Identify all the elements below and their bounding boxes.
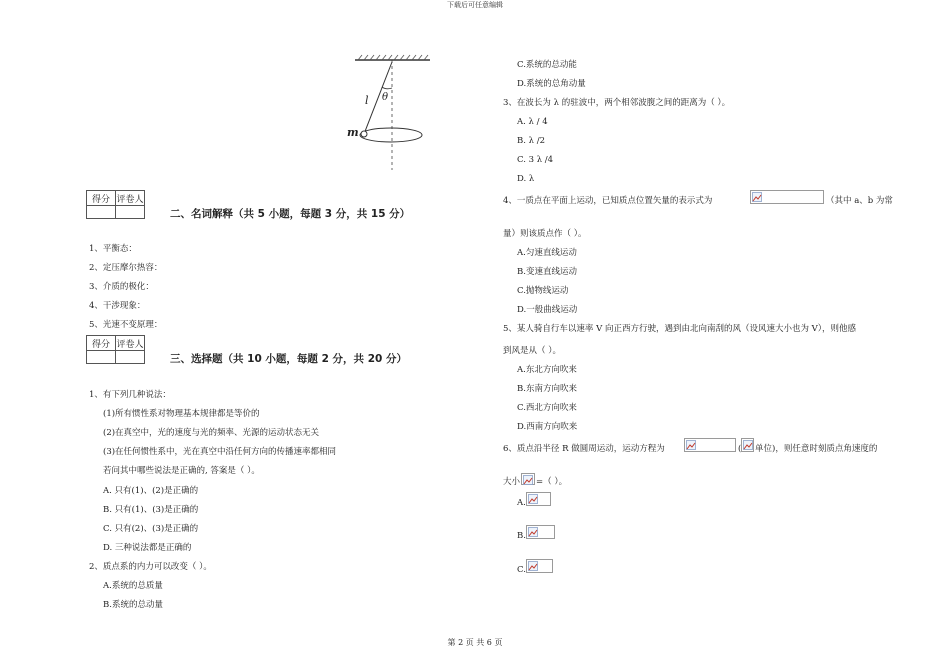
section3-title: 三、选择题（共 10 小题，每题 2 分，共 20 分） [170,353,407,365]
q5-option-d: D.西南方向吹来 [517,422,578,432]
q6-stem-part3: 大小 [503,477,521,487]
q4-stem-part2: （其中 a、b 为常 [826,196,893,206]
q6-option-c-image [526,559,553,573]
broken-image-icon [528,527,538,537]
q6-unit-image [741,438,754,452]
q3-option-d: D. λ [517,174,535,184]
label-m: m [347,126,359,139]
score-label: 得分 [87,191,116,206]
section2-title: 二、名词解释（共 5 小题，每题 3 分，共 15 分） [170,208,411,220]
q5-option-b: B.东南方向吹来 [517,384,577,394]
q4-option-a: A.匀速直线运动 [517,248,577,258]
broken-image-icon [686,440,696,450]
q6-omega-image [521,473,535,485]
q3-stem: 3、在波长为 λ 的驻波中，两个相邻波腹之间的距离为（ ）。 [503,98,731,108]
term-item: 5、光速不变原理： [89,320,163,330]
q6-paren: ( [738,444,742,454]
q5-option-a: A.东北方向吹来 [517,365,577,375]
q4-option-d: D.一般曲线运动 [517,305,578,315]
q1-line: (1)所有惯性系对物理基本规律都是等价的 [103,409,260,419]
q5-option-c: C.西北方向吹来 [517,403,577,413]
q6-stem-part4: =（ ）。 [536,477,568,487]
q6-option-a-image [526,492,551,506]
q1-stem: 1、有下列几种说法： [89,390,171,400]
q2-option-a: A.系统的总质量 [103,581,163,591]
q2-option-c: C.系统的总动能 [517,60,577,70]
q2-option-b: B.系统的总动量 [103,600,163,610]
q1-option-a: A. 只有(1)、(2)是正确的 [103,486,199,496]
q6-option-c: C. [517,565,526,575]
q6-stem-part1: 6、质点沿半径 R 做圆周运动，运动方程为 [503,444,665,454]
broken-image-icon [743,440,753,450]
q6-option-a: A. [517,498,526,508]
q3-option-c: C. 3 λ /4 [517,155,554,165]
q1-option-d: D. 三种说法都是正确的 [103,543,192,553]
q2-option-d: D.系统的总角动量 [517,79,586,89]
q4-stem-part3: 量）则该质点作（ ）。 [503,229,587,239]
q3-option-a: A. λ / 4 [517,117,548,127]
q1-line: 若问其中哪些说法是正确的, 答案是（ ）。 [103,466,260,476]
label-l: l [365,94,369,107]
conical-pendulum-figure [340,50,440,175]
score-table-section2 [86,190,145,219]
q6-option-b: B. [517,531,526,541]
term-item: 1、平衡态： [89,244,137,254]
q4-formula-image [750,190,824,204]
score-label: 得分 [87,336,116,351]
broken-image-icon [752,192,762,202]
page-number: 第 2 页 共 6 页 [447,638,503,647]
score-table-section3 [86,335,145,364]
q1-line: (3)在任何惯性系中，光在真空中沿任何方向的传播速率都相同 [103,447,337,457]
header-note: 下载后可任意编辑 [447,1,503,9]
q1-option-b: B. 只有(1)、(3)是正确的 [103,505,199,515]
q6-stem-part2: 单位)，则任意时刻质点角速度的 [755,444,878,454]
q1-line: (2)在真空中，光的速度与光的频率、光源的运动状态无关 [103,428,320,438]
label-theta: θ [382,92,389,103]
q5-stem-part1: 5、某人骑自行车以速率 V 向正西方行驶，遇到由北向南刮的风（设风速大小也为 V），则他感 [503,324,857,334]
term-item: 3、介质的极化： [89,282,154,292]
broken-image-icon [523,475,533,485]
term-item: 4、干涉现象： [89,301,146,311]
grader-label: 评卷人 [116,336,145,351]
q4-option-b: B.变速直线运动 [517,267,577,277]
grader-label: 评卷人 [116,191,145,206]
q2-stem: 2、质点系的内力可以改变（ ）。 [89,562,212,572]
broken-image-icon [528,561,538,571]
q4-option-c: C.抛物线运动 [517,286,569,296]
broken-image-icon [528,494,538,504]
q5-stem-part2: 到风是从（ ）。 [503,346,561,356]
q3-option-b: B. λ /2 [517,136,546,146]
q1-option-c: C. 只有(2)、(3)是正确的 [103,524,199,534]
term-item: 2、定压摩尔热容： [89,263,163,273]
q6-equation-image [684,438,736,452]
q4-stem-part1: 4、一质点在平面上运动，已知质点位置矢量的表示式为 [503,196,713,206]
q6-option-b-image [526,525,555,539]
